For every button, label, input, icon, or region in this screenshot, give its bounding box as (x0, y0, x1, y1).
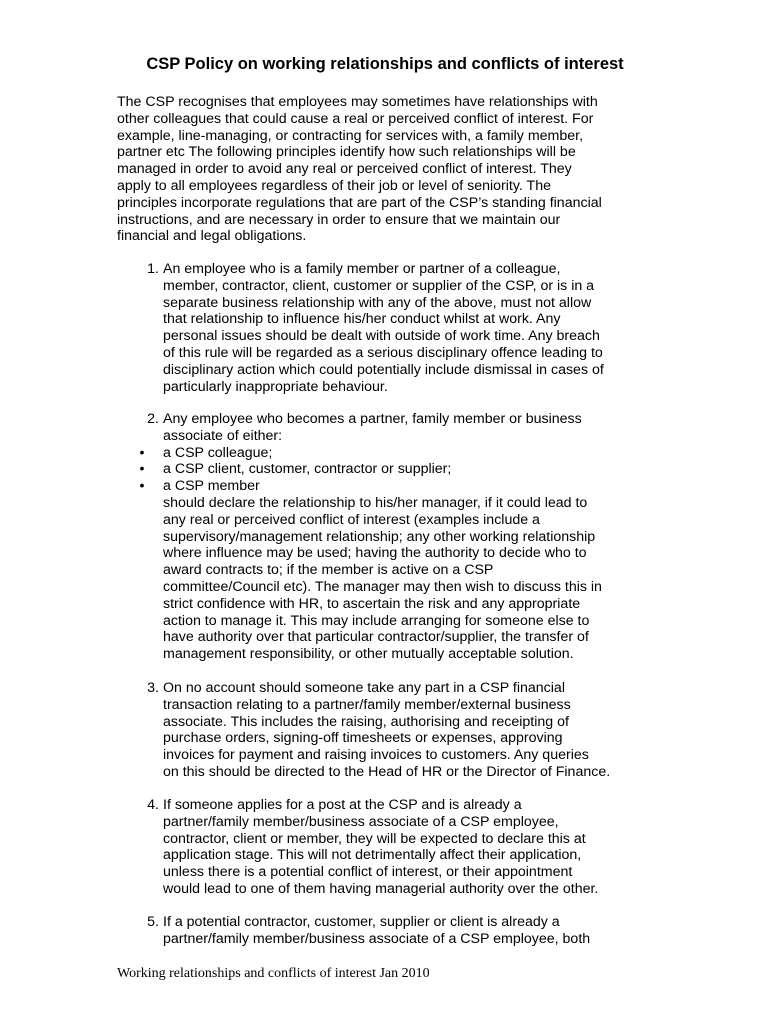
intro-paragraph (117, 94, 657, 245)
page-title: CSP Policy on working relationships and conflicts of interest (146, 55, 624, 73)
item-line: invoices for payment and raising invoices to customers. Any queries (163, 747, 589, 764)
bullet-icon: • (139, 478, 145, 495)
item-number: 5. (147, 914, 159, 930)
intro-line: managed in order to avoid any real or perceived conflict of interest. They (117, 161, 572, 178)
item-line: where influence may be used; having the authority to decide who to (163, 545, 587, 562)
intro-line: financial and legal obligations. (117, 228, 307, 245)
intro-line: example, line-managing, or contracting for services with, a family member, (117, 127, 584, 144)
item-line: should declare the relationship to his/her manager, if it could lead to (163, 494, 588, 511)
item-number: 3. (147, 680, 159, 696)
item-line: application stage. This will not detrimentally affect their application, (163, 847, 582, 864)
item-line: associate. This includes the raising, authorising and receipting of (163, 713, 569, 730)
intro-line: instructions, and are necessary in order to ensure that we maintain our (117, 211, 561, 228)
item-line: unless there is a potential conflict of interest, or their appointment (163, 864, 573, 881)
bullet-item (139, 478, 663, 495)
intro-line: The CSP recognises that employees may sometimes have relationships with (117, 94, 598, 110)
policy-item-1 (147, 261, 663, 395)
item-line: of this rule will be regarded as a serious disciplinary offence leading to (163, 344, 603, 361)
item-line: Any employee who becomes a partner, family member or business (163, 411, 582, 427)
item-line: partner/family member/business associate of a CSP employee, (163, 813, 559, 830)
item-line: would lead to one of them having managerial authority over the other. (163, 880, 599, 897)
policy-item-2 (139, 411, 663, 663)
item-number: 2. (147, 411, 159, 427)
policy-item-5 (147, 914, 663, 948)
item-line: management responsibility, or other mutually acceptable solution. (163, 646, 574, 663)
item-line: On no account should someone take any part in a CSP financial (163, 680, 565, 696)
intro-line: other colleagues that could cause a real or perceived conflict of interest. For (117, 110, 594, 127)
item-line: on this should be directed to the Head of HR or the Director of Finance. (163, 763, 611, 780)
page-footer: Working relationships and conflicts of interest Jan 2010 (117, 966, 430, 981)
item-line: action to manage it. This may include arranging for someone else to (163, 612, 590, 629)
item-line: contractor, client or member, they will be expected to declare this at (163, 830, 586, 847)
item-line: supervisory/management relationship; any other working relationship (163, 528, 596, 545)
item-line: have authority over that particular contractor/supplier, the transfer of (163, 629, 589, 646)
item-line: that relationship to influence his/her conduct whilst at work. Any (163, 311, 561, 328)
item-line: An employee who is a family member or partner of a colleague, (163, 261, 561, 277)
item-line: partner/family member/business associate of a CSP employee, both (163, 930, 591, 947)
item-number: 1. (147, 261, 159, 277)
policy-item-3 (147, 680, 663, 781)
item-line: personal issues should be dealt with outside of work time. Any breach (163, 328, 600, 345)
bullet-text: a CSP member (163, 478, 260, 495)
item-line: separate business relationship with any of the above, must not allow (163, 294, 592, 311)
item-line: committee/Council etc). The manager may then wish to discuss this in (163, 578, 602, 595)
intro-line: partner etc The following principles identify how such relationships will be (117, 144, 576, 161)
intro-line: apply to all employees regardless of their job or level of seniority. The (117, 177, 551, 194)
item-line: disciplinary action which could potentially include dismissal in cases of (163, 361, 604, 378)
bullet-item (139, 444, 663, 462)
item-line: strict confidence with HR, to ascertain the risk and any appropriate (163, 595, 581, 612)
item-line: particularly inappropriate behaviour. (163, 378, 388, 395)
bullet-text: a CSP colleague; (163, 444, 273, 461)
bullet-icon: • (139, 444, 145, 461)
item-line: member, contractor, client, customer or supplier of the CSP, or is in a (163, 277, 595, 294)
policy-item-4 (147, 797, 663, 898)
item-line: award contracts to; if the member is active on a CSP (163, 562, 494, 579)
bullet-text: a CSP client, customer, contractor or supplier; (163, 461, 452, 478)
item-number: 4. (147, 797, 159, 813)
item-line: any real or perceived conflict of interest (examples include a (163, 511, 540, 528)
bullet-icon: • (139, 461, 145, 478)
item-line: associate of either: (163, 427, 283, 444)
item-line: If a potential contractor, customer, supplier or client is already a (163, 914, 560, 930)
item-line: If someone applies for a post at the CSP and is already a (163, 797, 522, 813)
item-line: purchase orders, signing-off timesheets or expenses, approving (163, 730, 563, 747)
item-line: transaction relating to a partner/family member/external business (163, 696, 571, 713)
bullet-item (139, 461, 663, 478)
intro-line: principles incorporate regulations that are part of the CSP’s standing financial (117, 194, 602, 211)
